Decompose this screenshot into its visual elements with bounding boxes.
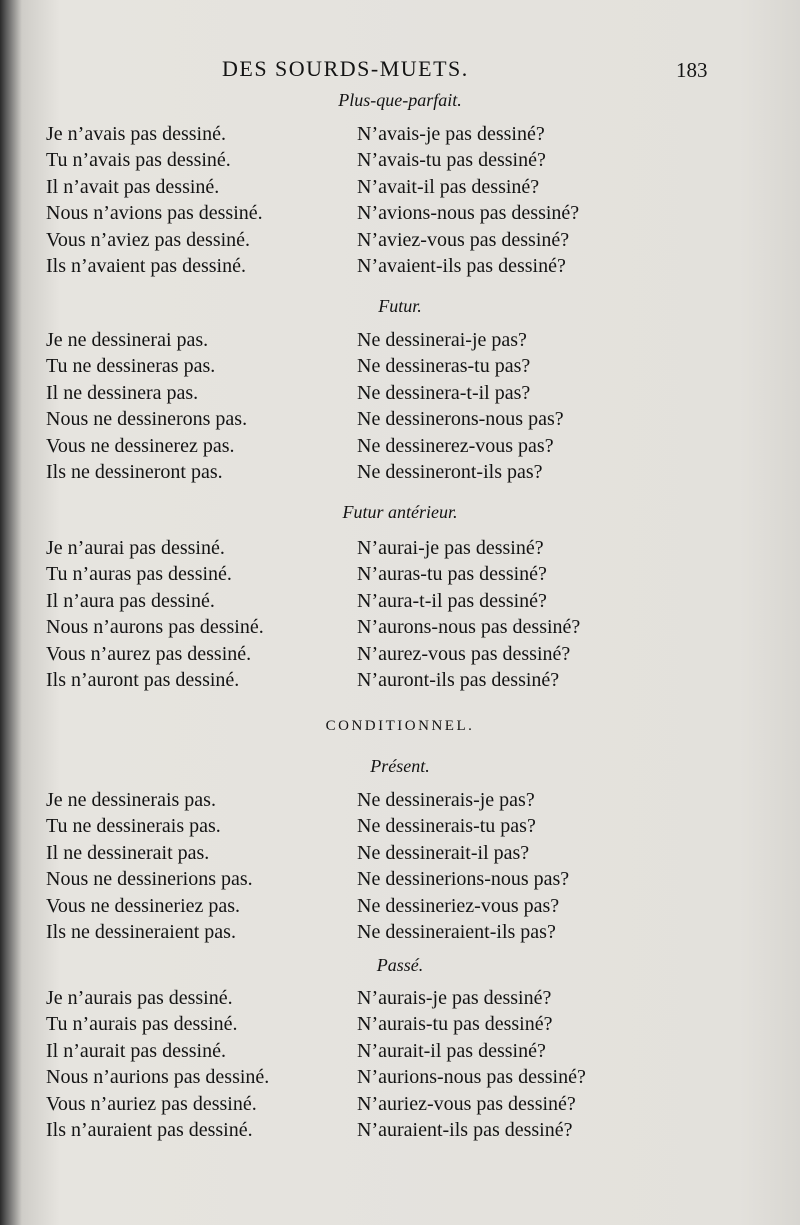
conjugation-line: Il n’avait pas dessiné. xyxy=(46,176,220,198)
question-line: N’avions-nous pas dessiné? xyxy=(357,202,580,224)
conjugation-line: Vous n’auriez pas dessiné. xyxy=(46,1093,257,1115)
running-head xyxy=(0,56,800,86)
section-heading-passe: Passé. xyxy=(376,955,424,975)
question-line: Ne dessineront-ils pas? xyxy=(357,461,543,483)
conjugation-line: Nous n’aurons pas dessiné. xyxy=(46,616,264,638)
conjugation-line: Vous n’aurez pas dessiné. xyxy=(46,643,252,665)
conjugation-line: Ils n’auraient pas dessiné. xyxy=(46,1119,253,1141)
question-line: N’avais-tu pas dessiné? xyxy=(357,149,546,171)
question-line: Ne dessinerais-je pas? xyxy=(357,789,535,811)
conjugation-line: Tu ne dessineras pas. xyxy=(46,355,216,377)
conjugation-line: Nous n’aurions pas dessiné. xyxy=(46,1066,270,1088)
conjugation-line: Tu n’aurais pas dessiné. xyxy=(46,1013,238,1035)
question-line: N’auront-ils pas dessiné? xyxy=(357,669,560,691)
conjugation-line: Je n’aurais pas dessiné. xyxy=(46,987,233,1009)
question-line: N’avaient-ils pas dessiné? xyxy=(357,255,566,277)
section-heading-plus-que-parfait: Plus-que-parfait. xyxy=(338,90,462,110)
question-line: N’aviez-vous pas dessiné? xyxy=(357,229,570,251)
section-heading-futur-anterieur: Futur antérieur. xyxy=(342,502,458,522)
question-line: N’aurais-tu pas dessiné? xyxy=(357,1013,553,1035)
section-heading-futur: Futur. xyxy=(378,296,422,316)
question-line: N’avait-il pas dessiné? xyxy=(357,176,540,198)
question-line: N’auras-tu pas dessiné? xyxy=(357,563,547,585)
conjugation-line: Ils n’auront pas dessiné. xyxy=(46,669,240,691)
question-line: Ne dessinera-t-il pas? xyxy=(357,382,531,404)
question-line: Ne dessineriez-vous pas? xyxy=(357,895,560,917)
question-line: N’aurait-il pas dessiné? xyxy=(357,1040,546,1062)
question-line: Ne dessinerons-nous pas? xyxy=(357,408,564,430)
conjugation-line: Nous ne dessinerions pas. xyxy=(46,868,253,890)
conjugation-line: Je n’aurai pas dessiné. xyxy=(46,537,225,559)
conjugation-line: Vous ne dessinerez pas. xyxy=(46,435,235,457)
question-line: Ne dessinerai-je pas? xyxy=(357,329,527,351)
conjugation-line: Nous n’avions pas dessiné. xyxy=(46,202,263,224)
page-number: 183 xyxy=(676,58,708,82)
conjugation-line: Nous ne dessinerons pas. xyxy=(46,408,248,430)
conjugation-line: Vous n’aviez pas dessiné. xyxy=(46,229,251,251)
running-title: DES SOURDS-MUETS. xyxy=(222,56,469,81)
question-line: Ne dessinerez-vous pas? xyxy=(357,435,554,457)
question-line: N’aurai-je pas dessiné? xyxy=(357,537,544,559)
conjugation-line: Vous ne dessineriez pas. xyxy=(46,895,241,917)
question-line: N’aurons-nous pas dessiné? xyxy=(357,616,581,638)
question-line: N’auriez-vous pas dessiné? xyxy=(357,1093,576,1115)
question-line: N’avais-je pas dessiné? xyxy=(357,123,545,145)
conjugation-line: Tu n’auras pas dessiné. xyxy=(46,563,232,585)
question-line: N’aurais-je pas dessiné? xyxy=(357,987,552,1009)
question-line: Ne dessineraient-ils pas? xyxy=(357,921,556,943)
conjugation-line: Il n’aurait pas dessiné. xyxy=(46,1040,226,1062)
conjugation-line: Ils n’avaient pas dessiné. xyxy=(46,255,246,277)
conjugation-line: Il ne dessinera pas. xyxy=(46,382,199,404)
question-line: N’aurez-vous pas dessiné? xyxy=(357,643,571,665)
mood-heading-conditionnel: CONDITIONNEL. xyxy=(325,718,475,734)
question-line: N’aura-t-il pas dessiné? xyxy=(357,590,547,612)
conjugation-line: Tu ne dessinerais pas. xyxy=(46,815,221,837)
question-line: Ne dessinerions-nous pas? xyxy=(357,868,570,890)
conjugation-line: Je ne dessinerai pas. xyxy=(46,329,209,351)
section-heading-present: Présent. xyxy=(370,756,430,776)
conjugation-line: Il n’aura pas dessiné. xyxy=(46,590,215,612)
question-line: Ne dessinerait-il pas? xyxy=(357,842,530,864)
conjugation-line: Ils ne dessineraient pas. xyxy=(46,921,236,943)
question-line: Ne dessineras-tu pas? xyxy=(357,355,531,377)
conjugation-line: Je n’avais pas dessiné. xyxy=(46,123,226,145)
conjugation-line: Je ne dessinerais pas. xyxy=(46,789,216,811)
conjugation-line: Ils ne dessineront pas. xyxy=(46,461,223,483)
question-line: N’auraient-ils pas dessiné? xyxy=(357,1119,573,1141)
question-line: Ne dessinerais-tu pas? xyxy=(357,815,536,837)
conjugation-line: Tu n’avais pas dessiné. xyxy=(46,149,231,171)
question-line: N’aurions-nous pas dessiné? xyxy=(357,1066,586,1088)
conjugation-line: Il ne dessinerait pas. xyxy=(46,842,210,864)
